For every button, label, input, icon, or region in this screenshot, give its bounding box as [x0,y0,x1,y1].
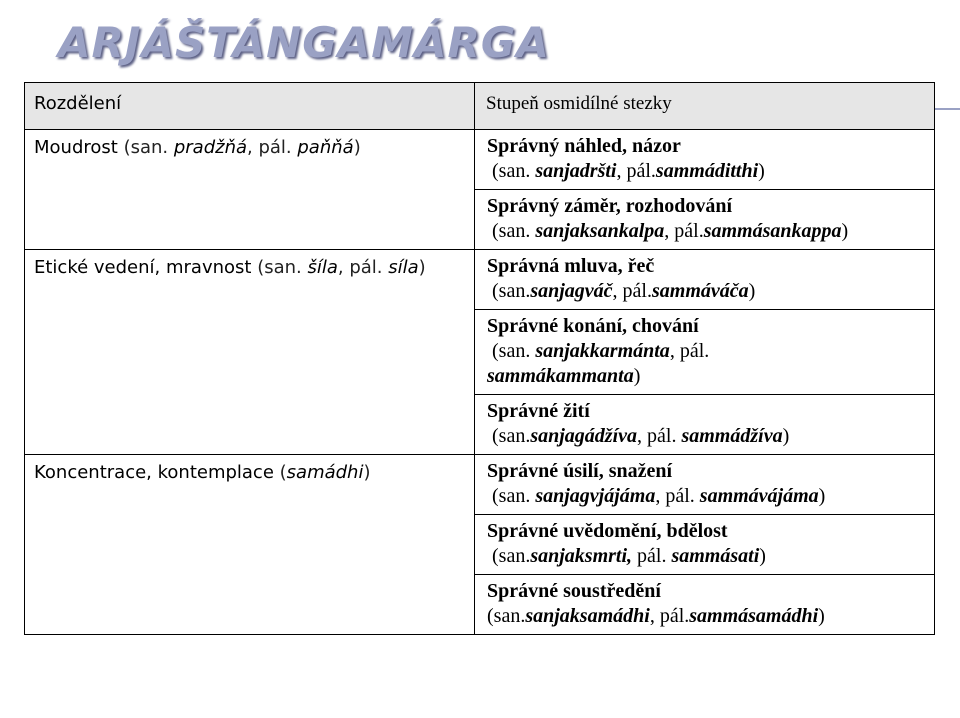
division-ethics: Etické vedení, mravnost (san. šíla, pál. síla) [25,250,475,455]
step-right-action: Správné konání, chování (san. sanjakkarmánta, pál. sammákammanta) [475,310,935,395]
header-steps: Stupeň osmidílné stezky [475,83,935,130]
step-right-mindfulness: Správné uvědomění, bdělost (san.sanjaksmrti, pál. sammásati) [475,515,935,575]
division-concentration: Koncentrace, kontemplace (samádhi) [25,455,475,635]
table-header-row [25,83,935,130]
header-division: Rozdělení [25,83,475,130]
table-row [25,250,935,310]
step-right-speech: Správná mluva, řeč (san.sanjagváč, pál.sammáváča) [475,250,935,310]
decorative-line [934,108,960,110]
eightfold-path-table [24,82,935,635]
step-right-effort: Správné úsilí, snažení (san. sanjagvjájáma, pál. sammávájáma) [475,455,935,515]
table-row [25,130,935,190]
slide-title: ARJÁŠTÁNGAMÁRGA [58,18,550,67]
step-right-intention: Správný záměr, rozhodování (san. sanjaksankalpa, pál.sammásankappa) [475,190,935,250]
table-row [25,455,935,515]
step-right-livelihood: Správné žití (san.sanjagádžíva, pál. sammádžíva) [475,395,935,455]
step-right-concentration: Správné soustředění (san.sanjaksamádhi, pál.sammásamádhi) [475,575,935,635]
step-right-view: Správný náhled, názor (san. sanjadršti, pál.sammáditthi) [475,130,935,190]
division-wisdom: Moudrost (san. pradžňá, pál. paňňá) [25,130,475,250]
